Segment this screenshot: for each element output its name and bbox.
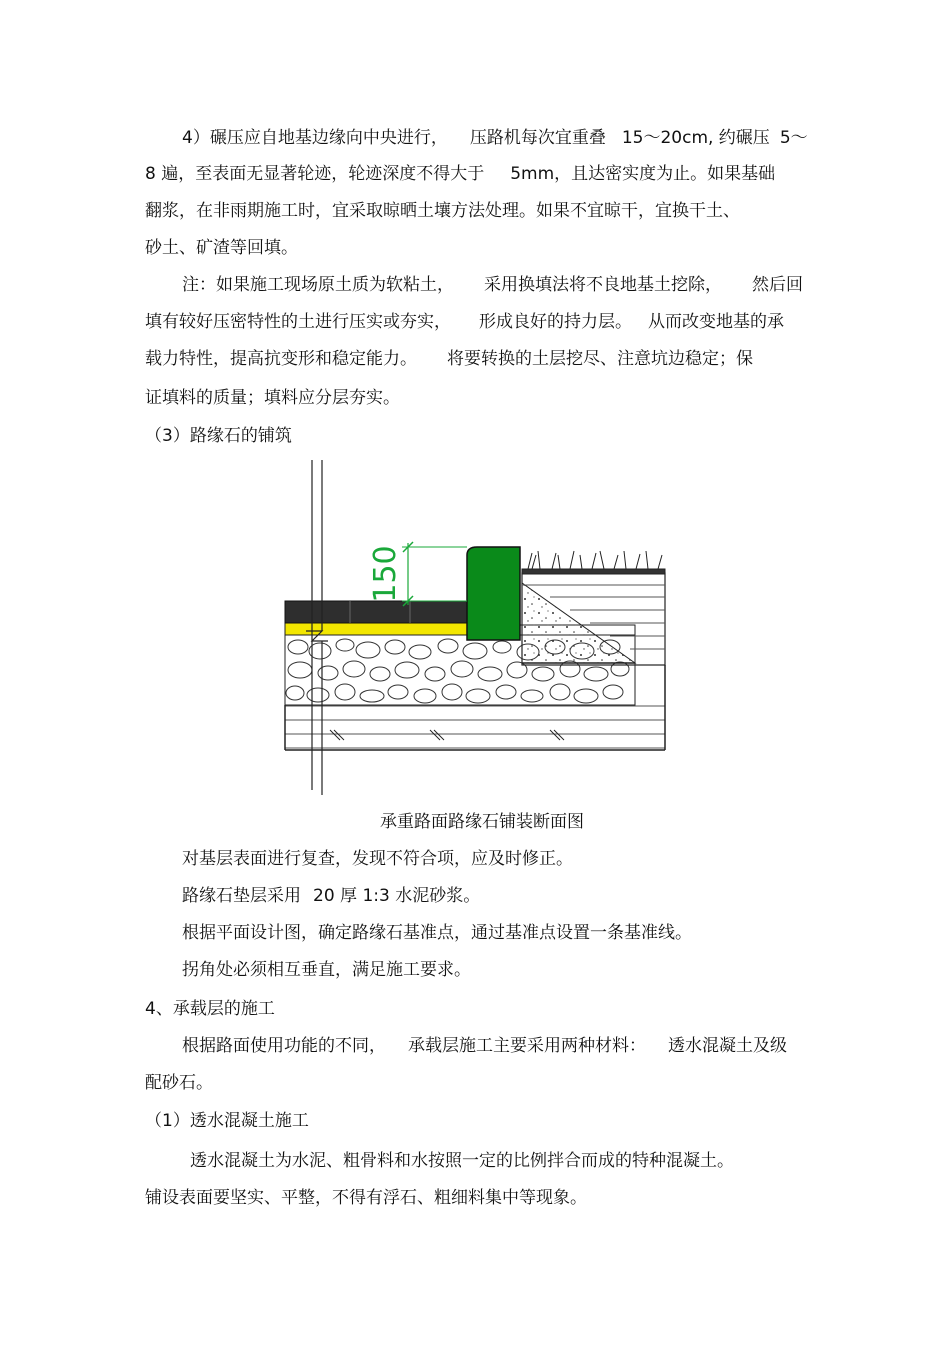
text-line: 对基层表面进行复查，发现不符合项，应及时修正。 <box>182 849 573 869</box>
section-heading: 4、承载层的施工 <box>145 999 275 1019</box>
subsection-heading: （1）透水混凝土施工 <box>145 1111 309 1131</box>
note-line: 填有较好压密特性的土进行压实或夯实， 形成良好的持力层。 从而改变地基的承 <box>145 312 784 332</box>
grass-surface <box>522 551 665 574</box>
text-line: 路缘石垫层采用 20 厚 1:3 水泥砂浆。 <box>182 886 481 906</box>
dimension-marker <box>368 542 467 606</box>
text-line: 铺设表面要坚实、平整，不得有浮石、粗细料集中等现象。 <box>145 1188 587 1208</box>
figure-caption: 承重路面路缘石铺装断面图 <box>380 812 584 832</box>
note-line: 注：如果施工现场原土质为软粘土， 采用换填法将不良地基土挖除， 然后回 <box>182 275 803 295</box>
dimension-label: 150 <box>368 545 403 603</box>
text-line: 根据路面使用功能的不同， 承载层施工主要采用两种材料： 透水混凝土及级 <box>182 1036 787 1056</box>
curb-stone <box>467 547 520 640</box>
note-line: 证填料的质量；填料应分层夯实。 <box>145 388 400 408</box>
note-line: 载力特性，提高抗变形和稳定能力。 将要转换的土层挖尽、注意坑边稳定；保 <box>145 349 753 369</box>
text-line: 拐角处必须相互垂直，满足施工要求。 <box>182 960 471 980</box>
text-line: 8 遍，至表面无显著轮迹，轮迹深度不得大于 5mm，且达密实度为止。如果基础 <box>145 164 776 184</box>
text-line: 透水混凝土为水泥、粗骨料和水按照一定的比例拌合而成的特种混凝土。 <box>190 1151 734 1171</box>
text-line: 砂土、矿渣等回填。 <box>145 238 298 258</box>
section-heading: （3）路缘石的铺筑 <box>145 426 292 446</box>
text-line: 根据平面设计图，确定路缘石基准点，通过基准点设置一条基准线。 <box>182 923 692 943</box>
text-line: 配砂石。 <box>145 1073 213 1093</box>
text-line: 4）碾压应自地基边缘向中央进行， 压路机每次宜重叠 15～20cm, 约碾压 5～ <box>182 128 808 148</box>
text-line: 翻浆，在非雨期施工时，宜采取晾晒土壤方法处理。如果不宜晾干，宜换干土、 <box>145 201 740 221</box>
curb-cross-section-diagram <box>270 455 670 800</box>
